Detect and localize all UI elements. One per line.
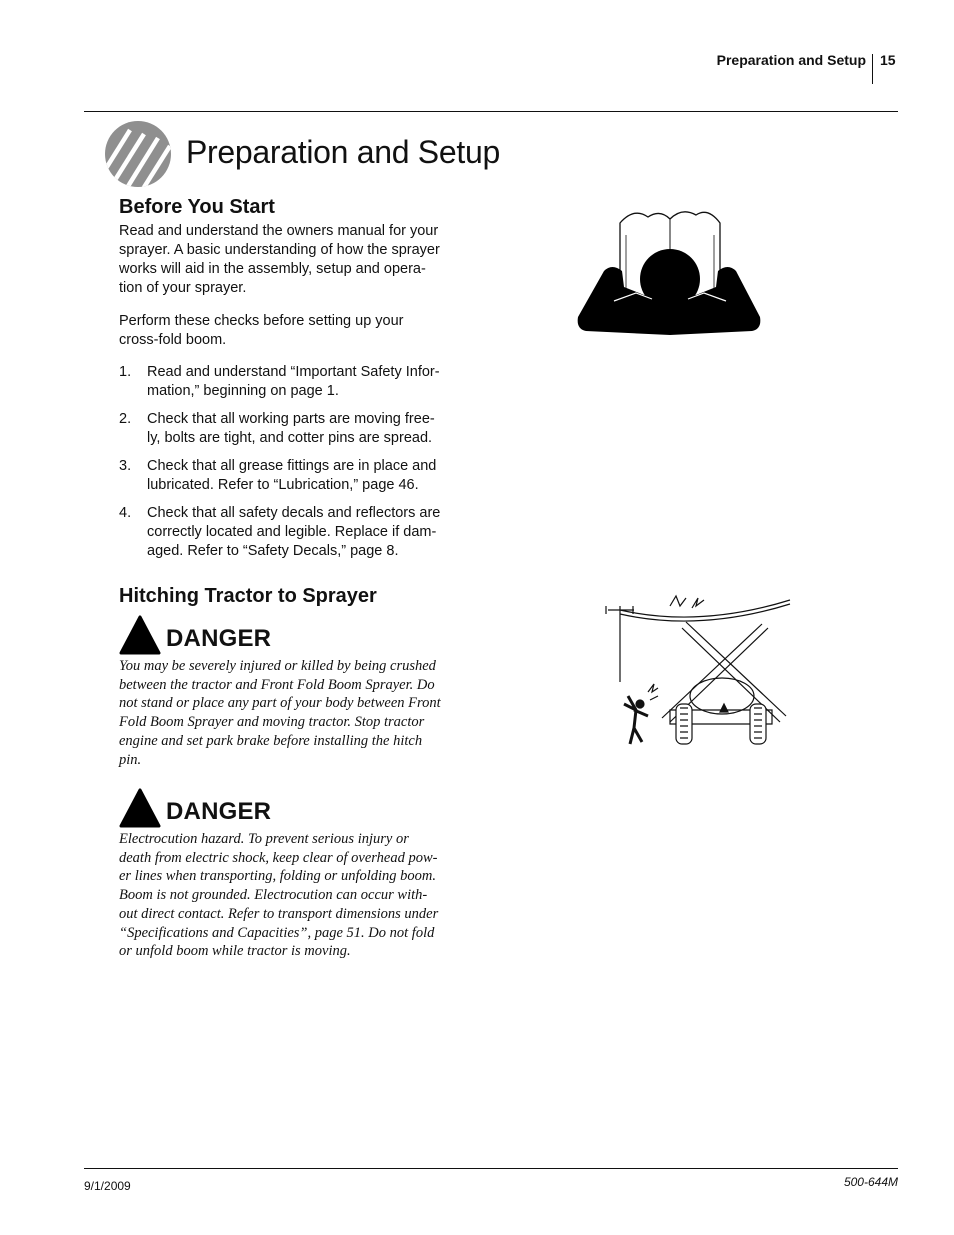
list-number: 3. (119, 458, 132, 474)
top-rule (84, 111, 898, 112)
danger-callout-electrocution (119, 788, 464, 961)
danger-warning-icon (119, 788, 161, 828)
running-header-title: Preparation and Setup (716, 52, 866, 68)
danger-callout-crush (119, 615, 464, 769)
list-item (119, 410, 464, 448)
text-line: Check that all grease fittings are in place and (147, 458, 437, 474)
text-line: correctly located and legible. Replace if dam- (147, 524, 437, 540)
text-line: “Specifications and Capacities”, page 51. Do not fold (119, 924, 435, 941)
text-line: Check that all working parts are moving free- (147, 411, 435, 427)
text-line: sprayer. A basic understanding of how the sprayer (119, 242, 440, 258)
danger-warning-icon (119, 615, 161, 655)
footer-date: 9/1/2009 (84, 1179, 131, 1193)
footer-document-number: 500-644M (843, 1175, 898, 1189)
danger-label: DANGER (166, 798, 272, 825)
intro-paragraph (119, 222, 459, 298)
page-number: 15 (880, 52, 896, 68)
bottom-rule (84, 1168, 898, 1169)
text-line: not stand or place any part of your body between Front (119, 695, 441, 712)
overhead-powerline-hazard-illustration (600, 592, 796, 754)
text-line: pin. (119, 751, 142, 768)
danger-text (119, 830, 464, 961)
list-number: 4. (119, 505, 132, 521)
page-title: Preparation and Setup (186, 134, 500, 170)
list-item (119, 504, 464, 561)
text-line: mation,” beginning on page 1. (147, 383, 339, 399)
danger-text (119, 657, 464, 769)
before-you-start-heading: Before You Start (119, 196, 275, 218)
text-line: Boom is not grounded. Electrocution can occur with- (119, 887, 428, 904)
text-line: Electrocution hazard. To prevent serious injury or (119, 831, 409, 847)
text-line: lubricated. Refer to “Lubrication,” page 46. (147, 477, 419, 493)
text-line: works will aid in the assembly, setup and opera- (119, 261, 426, 277)
text-line: You may be severely injured or killed by being crushed (119, 658, 436, 674)
text-line: ly, bolts are tight, and cotter pins are spread. (147, 430, 433, 446)
text-line: tion of your sprayer. (119, 280, 247, 296)
text-line: between the tractor and Front Fold Boom Sprayer. Do (119, 676, 435, 693)
setup-checklist (119, 363, 464, 570)
text-line: engine and set park brake before installing the hitch (119, 732, 423, 749)
text-line: Read and understand the owners manual for your (119, 223, 439, 239)
list-number: 2. (119, 411, 132, 427)
checks-intro-paragraph (119, 312, 459, 350)
text-line: Read and understand “Important Safety Infor- (147, 364, 440, 380)
list-item (119, 363, 464, 401)
list-item (119, 457, 464, 495)
text-line: Perform these checks before setting up your (119, 313, 404, 329)
danger-label: DANGER (166, 625, 272, 652)
text-line: aged. Refer to “Safety Decals,” page 8. (147, 543, 399, 559)
text-line: Fold Boom Sprayer and moving tractor. Stop tractor (119, 714, 425, 731)
hitching-heading: Hitching Tractor to Sprayer (119, 585, 377, 607)
text-line: or unfold boom while tractor is moving. (119, 943, 351, 960)
brand-logo-icon (104, 120, 172, 188)
list-number: 1. (119, 364, 132, 380)
reading-manual-illustration (574, 205, 764, 340)
text-line: out direct contact. Refer to transport dimensions under (119, 905, 439, 922)
text-line: cross-fold boom. (119, 332, 227, 348)
text-line: death from electric shock, keep clear of overhead pow- (119, 849, 438, 866)
text-line: Check that all safety decals and reflectors are (147, 505, 441, 521)
header-divider (872, 54, 873, 84)
text-line: er lines when transporting, folding or unfolding boom. (119, 868, 436, 885)
